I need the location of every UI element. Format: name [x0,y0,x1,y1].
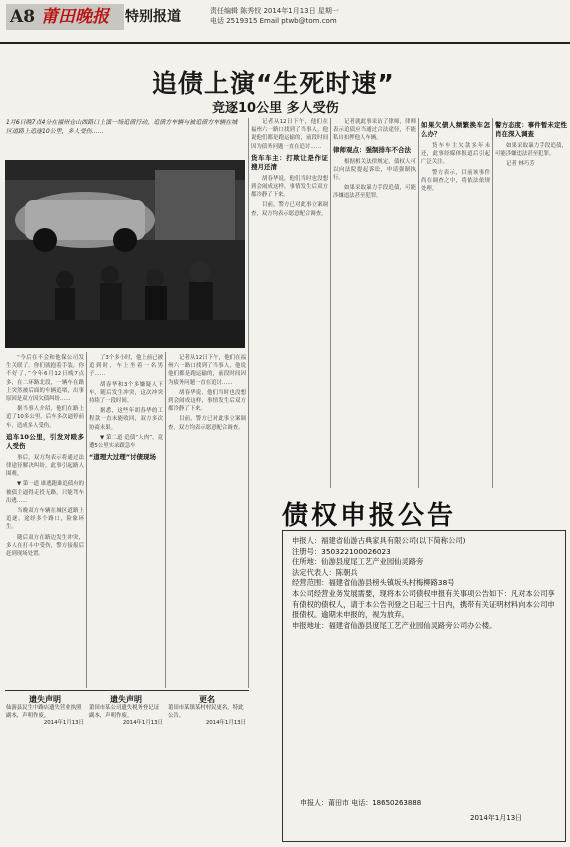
notice-text: 莆田市某公司遗失税务登记证副本，声明作废。 [89,705,160,719]
column-rule [165,352,166,688]
article-column-3 [168,354,246,686]
ad-line: 注册号：350322100026023 [292,546,391,556]
ad-line: 经营范围：福建省仙游县榜头镇坂头村梅柳路38号 [292,578,455,588]
column-rule [418,118,419,488]
notice-rule [5,690,249,691]
section-title: 特别报道 [125,9,181,25]
paragraph: 如果采取暴力手段追债，可能涉嫌违法甚至犯罪。 [333,185,416,200]
paragraph: 胡春华说，他们当时也没想到会闹成这样，事情发生后双方都冷静了下来。 [251,175,328,199]
headline: 追债上演“生死时速” [152,69,395,98]
paper-logo: 莆田晚报 [40,7,109,27]
column-rule [248,118,249,688]
paragraph: 胡春华说，他们当时也没想到会闹成这样，事情发生后双方都冷静了下来。 [168,389,246,413]
ad-date: 2014年1月13日 [470,814,523,822]
column-rule [330,118,331,488]
article-column-6 [421,118,490,488]
notice-date: 2014年1月13日 [122,720,163,726]
subheadline: 竞逐10公里 多人受伤 [212,101,339,116]
section-subtitle: 追车10公里，引发对殴多人受伤 [6,432,84,450]
notice-date: 2014年1月13日 [43,720,84,726]
ad-line: 法定代表人：陈朝兵 [292,567,358,577]
paragraph: 记者从12日下午，他们在福州六一路口找到了当事人，他说他们都是跑运输的，前段时间因为债务问题一直在追讨…… [251,119,328,150]
paragraph: 目前，警方已对此事立案调查，双方均表示愿意配合调查。 [168,416,246,431]
ad-line: 本公司经营业务发展需要，现将本公司债权申报有关事项公告如下：凡对本公司享有债权的债权人，请于本公告刊登之日起三十日内，携带有关证明材料向本公司申报债权。逾期未申报的，视为放弃。 [292,588,555,620]
section-subtitle: 如果欠债人频繁换车怎么办？ [421,121,490,138]
paragraph: 警方表示，目前该事件尚在调查之中，将依法依规处理。 [421,169,490,193]
notice-1 [6,694,84,728]
editor-line: 责任编辑 陈秀钗 2014年1月13日 星期一 [210,7,339,15]
paragraph: 随后双方在路边发生冲突，多人在打斗中受伤，警方接报后赶到现场处置。 [6,534,84,558]
page-number: A8 [10,7,36,27]
contact-line: 电话 2519315 Email ptwb@tom.com [210,17,337,25]
section-subtitle: 律师观点：强制排车不合法 [333,145,411,154]
section-subtitle: 货车车主：打欺让是作证搜月还清 [251,153,328,171]
ad-line: 申报地址：福建省仙游县度尾工艺产业园仙灵路旁公司办公楼。 [292,620,497,630]
ad-line: 住所地：仙游县度尾工艺产业园仙灵路旁 [292,557,424,567]
column-rule [492,118,493,488]
paragraph: 根据相关法律规定，债权人可以向法院提起诉讼，申请强制执行。 [333,158,416,182]
ad-body [292,536,560,631]
paragraph: 目前，警方已对此事立案调查，双方均表示愿意配合调查。 [251,202,328,217]
ad-title: 债权申报公告 [282,501,457,531]
ad-line: 申报人：福建省仙游古典家具有限公司(以下简称公司) [292,536,466,545]
paragraph: 据悉，这些年胡春华的工程款一直未能收回，双方多次协商未果。 [89,408,163,431]
paragraph: 据当事人介绍，他们在路上追了10多公里，后车多次逼停前车，造成多人受伤。 [6,406,84,429]
article-column-7 [495,118,567,488]
byline: 记者 林巧芳 [506,161,535,168]
page-tag [6,4,124,30]
paragraph: 当晚双方车辆在城区道路上追逐，途经多个路口，险象环生。 [6,508,84,531]
notice-text: 莆田市某镇某村村民更名，特此公告。 [168,705,244,719]
article-column-1 [6,354,84,686]
header-meta [210,6,339,26]
article-lead: 1月6日晚7点4分在福州仓山西路口上演一场追债行动，追债方车辆与被追债方车辆在城区道路上追逐10公里，多人受伤…… [6,119,238,135]
paragraph: 事后，双方均表示将通过法律途径解决纠纷，此事引起路人围观。 [6,454,84,478]
news-photo [5,160,245,348]
article-column-2 [89,354,163,686]
paragraph: 胡春华和3个多嫌疑人下车，随后发生冲突，这次冲突持续了一段时间。 [89,381,163,405]
paragraph: 记者就此事采访了律师，律师表示追债应当通过合法途径，不能私自扣押他人车辆。 [333,119,416,142]
column-rule [86,352,87,688]
article-column-4 [251,118,328,488]
notice-title: 遗失声明 [110,695,142,704]
notice-date: 2014年1月13日 [205,720,246,726]
ad-signature: 申报人：莆田市 电话：18650263888 [300,799,422,807]
paragraph: 如果采取暴力手段追债，可能涉嫌违法甚至犯罪。 [495,143,567,158]
notice-2 [89,694,163,728]
notice-3 [168,694,246,728]
section-subtitle: 警方态度：事件暂未定性肖在深入调查 [495,121,567,138]
article-column-5 [333,118,416,488]
paragraph: 记者从12日下午，他们在福州六一路口找到了当事人，他说他们都是跑运输的，前段时间因为债务问题一直在追讨…… [168,355,246,386]
section-subtitle: “道理大过理”讨债现场 [89,453,157,462]
paragraph: ▼ 第二道 追债“人肉”，竟遭5公里实录跟急车 [89,434,163,450]
paragraph: 货车车主欠款多年未还，此事经媒体报道后引起广泛关注。 [421,143,490,166]
notice-title: 遗失声明 [29,695,61,704]
paragraph: 了3个多小时，他上前已被追到时，车上坐着一名男子…… [89,355,163,378]
notice-text: 仙游县民生中路店遗失营业执照副本，声明作废。 [6,705,82,719]
photo-scene [5,160,245,348]
paragraph: ▼ 第一道 谁逃跑谁追债有的被债主逼得走投无路，只能驾车出逃…… [6,481,84,504]
notice-title: 更名 [199,695,215,704]
paragraph: “今后在不会和他保公司发生关联了。你们就抱着手装，你不好了，”今年6月12日晚7点多，在二环路北段，一辆车在路上突然被后面的车辆追堵，出事原因是双方因欠债纠纷…… [6,355,84,403]
